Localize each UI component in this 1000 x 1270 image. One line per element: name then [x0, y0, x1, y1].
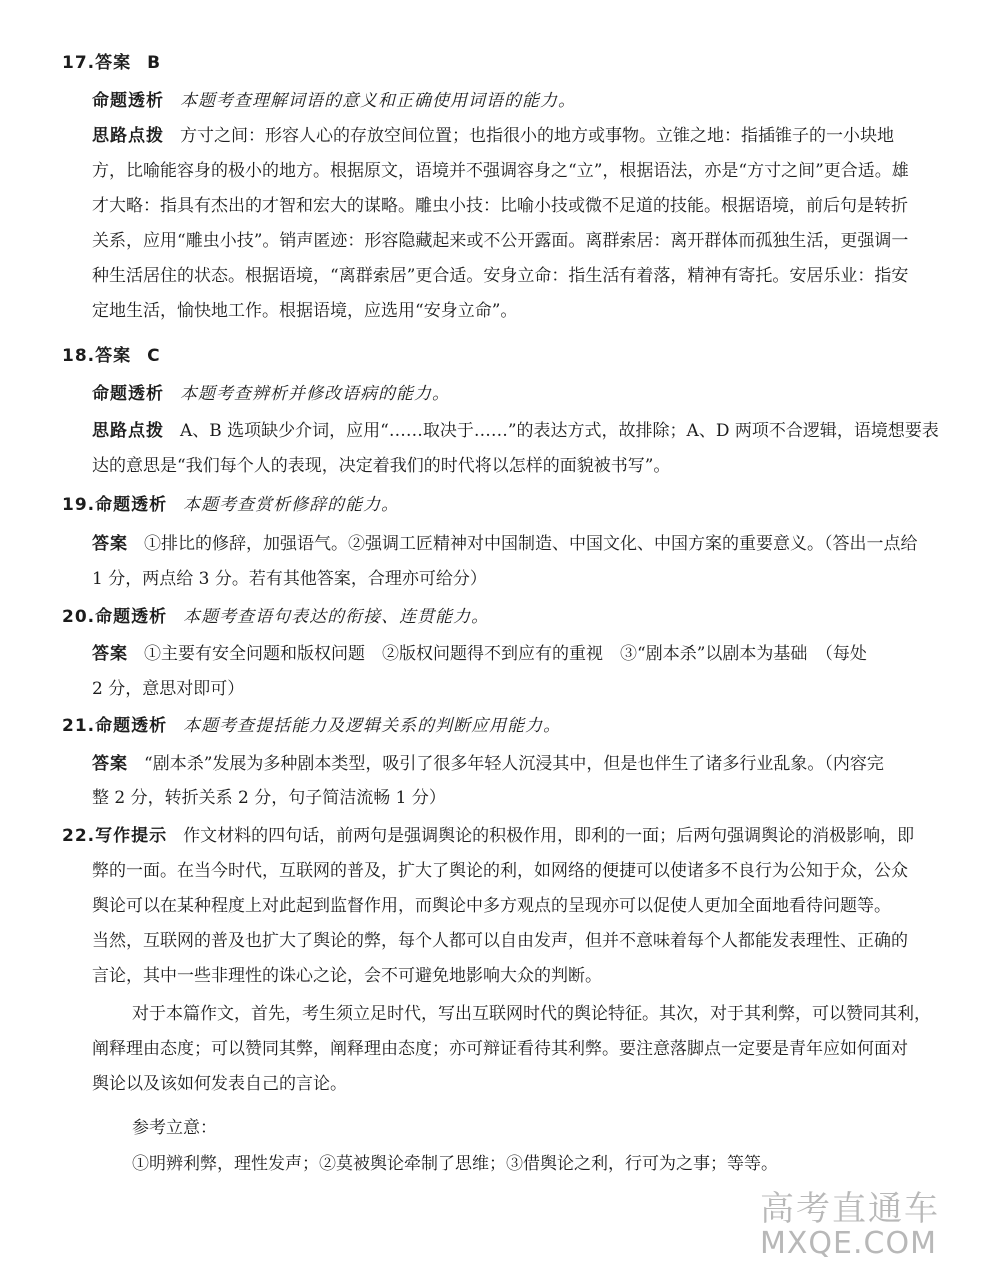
- q17-hint-row: [92, 125, 972, 147]
- q19-answer-line: 1 分，两点给 3 分。若有其他答案，合理亦可给分）: [92, 569, 487, 589]
- q17-answer-label: 答案: [95, 53, 132, 73]
- q20-analysis-label: 命题透析: [95, 607, 168, 627]
- q18-answer-value: C: [147, 346, 161, 366]
- q19-analysis-label: 命题透析: [95, 495, 168, 515]
- q21-number: 21.: [62, 716, 96, 736]
- q18-answer-label: 答案: [95, 346, 132, 366]
- q18-analysis-row: [92, 383, 972, 405]
- q22-line: 言论，其中一些非理性的诛心之论，会不可避免地影响大众的判断。: [92, 966, 602, 986]
- q17-hint-line: 方寸之间：形容人心的存放空间位置；也指很小的地方或事物。立锥之地：指插锥子的一小块地: [180, 126, 894, 146]
- q22-ref-text: ①明辨利弊，理性发声；②莫被舆论牵制了思维；③借舆论之利，行可为之事；等等。: [132, 1154, 778, 1174]
- q18-hint-line: 达的意思是“我们每个人的表现，决定着我们的时代将以怎样的面貌被书写”。: [92, 456, 671, 476]
- q18-hint-row: [92, 420, 972, 442]
- q22-line: 当然，互联网的普及也扩大了舆论的弊，每个人都可以自由发声，但并不意味着每个人都能发表理性、正确的: [92, 931, 908, 951]
- q17-hint-line: 才大略：指具有杰出的才智和宏大的谋略。雕虫小技：比喻小技或微不足道的技能。根据语境，前后句是转折: [92, 196, 908, 216]
- q17-answer-value: B: [147, 53, 162, 73]
- q20-answer-line: 2 分，意思对即可）: [92, 679, 245, 699]
- q18-number: 18.: [62, 346, 96, 366]
- q17-number: 17.: [62, 53, 96, 73]
- q22-para2-line: 对于本篇作文，首先，考生须立足时代，写出互联网时代的舆论特征。其次，对于其利弊，可以赞同其利，: [132, 1004, 931, 1024]
- watermark-title: 高考直通车: [760, 1189, 940, 1229]
- q17-analysis-text: 本题考查理解词语的意义和正确使用词语的能力。: [180, 91, 576, 111]
- q22-para2-line: 舆论以及该如何发表自己的言论。: [92, 1074, 347, 1094]
- q17-analysis-label: 命题透析: [92, 91, 164, 111]
- q21-answer-line: 整 2 分，转折关系 2 分，句子简洁流畅 1 分）: [92, 788, 446, 808]
- q22-number: 22.: [62, 826, 96, 846]
- q18-analysis-label: 命题透析: [92, 384, 164, 404]
- q18-answer-row: [62, 345, 942, 367]
- q18-analysis-text: 本题考查辨析并修改语病的能力。: [180, 384, 450, 404]
- q17-answer-row: [62, 52, 942, 74]
- q22-line: 弊的一面。在当今时代，互联网的普及，扩大了舆论的利，如网络的便捷可以使诸多不良行为公知于众，公众: [92, 861, 908, 881]
- q17-hint-line: 关系，应用“雕虫小技”。销声匿迹：形容隐藏起来或不公开露面。离群索居：离开群体而孤独生活，更强调一: [92, 231, 909, 251]
- q17-hint-line: 种生活居住的状态。根据语境，“离群索居”更合适。安身立命：指生活有着落，精神有寄托。安居乐业：指安: [92, 266, 909, 286]
- q20-number: 20.: [62, 607, 96, 627]
- q20-answer-line: ①主要有安全问题和版权问题 ②版权问题得不到应有的重视 ③“剧本杀”以剧本为基础 （每处: [144, 644, 867, 664]
- q19-answer-label: 答案: [92, 534, 128, 554]
- q22-ref-label: 参考立意：: [132, 1118, 217, 1138]
- q19-analysis-text: 本题考查赏析修辞的能力。: [183, 495, 400, 515]
- q19-number: 19.: [62, 495, 96, 515]
- watermark-url: MXQE.COM: [760, 1226, 937, 1261]
- q20-answer-row: [92, 643, 972, 665]
- q22-row: [62, 825, 942, 847]
- q17-hint-line: 方，比喻能容身的极小的地方。根据原文，语境并不强调容身之“立”，根据语法，亦是“方寸之间”更合适。雄: [92, 161, 909, 181]
- q21-answer-line: “剧本杀”发展为多种剧本类型，吸引了很多年轻人沉浸其中，但是也伴生了诸多行业乱象。（内容完: [144, 754, 884, 774]
- q19-answer-row: [92, 533, 972, 555]
- q21-analysis-text: 本题考查提括能力及逻辑关系的判断应用能力。: [183, 716, 562, 736]
- q17-analysis-row: [92, 90, 972, 112]
- q20-analysis-row: [62, 606, 942, 628]
- q18-hint-line: A、B 选项缺少介词，应用“……取决于……”的表达方式，故排除；A、D 两项不合逻辑，语境想要表: [180, 421, 939, 441]
- q21-analysis-row: [62, 715, 942, 737]
- q22-para2-line: 阐释理由态度；可以赞同其弊，阐释理由态度；亦可辩证看待其利弊。要注意落脚点一定要是青年应如何面对: [92, 1039, 908, 1059]
- q17-hint-label: 思路点拨: [92, 126, 164, 146]
- q18-hint-label: 思路点拨: [92, 421, 164, 441]
- q22-line: 作文材料的四句话，前两句是强调舆论的积极作用，即利的一面；后两句强调舆论的消极影响，即: [183, 826, 915, 846]
- q21-answer-row: [92, 753, 972, 775]
- q22-line: 舆论可以在某种程度上对此起到监督作用，而舆论中多方观点的呈现亦可以促使人更加全面地看待问题等。: [92, 896, 891, 916]
- q17-hint-line: 定地生活，愉快地工作。根据语境，应选用“安身立命”。: [92, 301, 518, 321]
- q21-answer-label: 答案: [92, 754, 128, 774]
- q20-answer-label: 答案: [92, 644, 128, 664]
- q21-analysis-label: 命题透析: [95, 716, 168, 736]
- q19-analysis-row: [62, 494, 942, 516]
- q20-analysis-text: 本题考查语句表达的衔接、连贯能力。: [183, 607, 490, 627]
- site-watermark: [760, 1190, 1000, 1270]
- q22-label: 写作提示: [95, 826, 168, 846]
- q19-answer-line: ①排比的修辞，加强语气。②强调工匠精神对中国制造、中国文化、中国方案的重要意义。（答出一点给: [144, 534, 918, 554]
